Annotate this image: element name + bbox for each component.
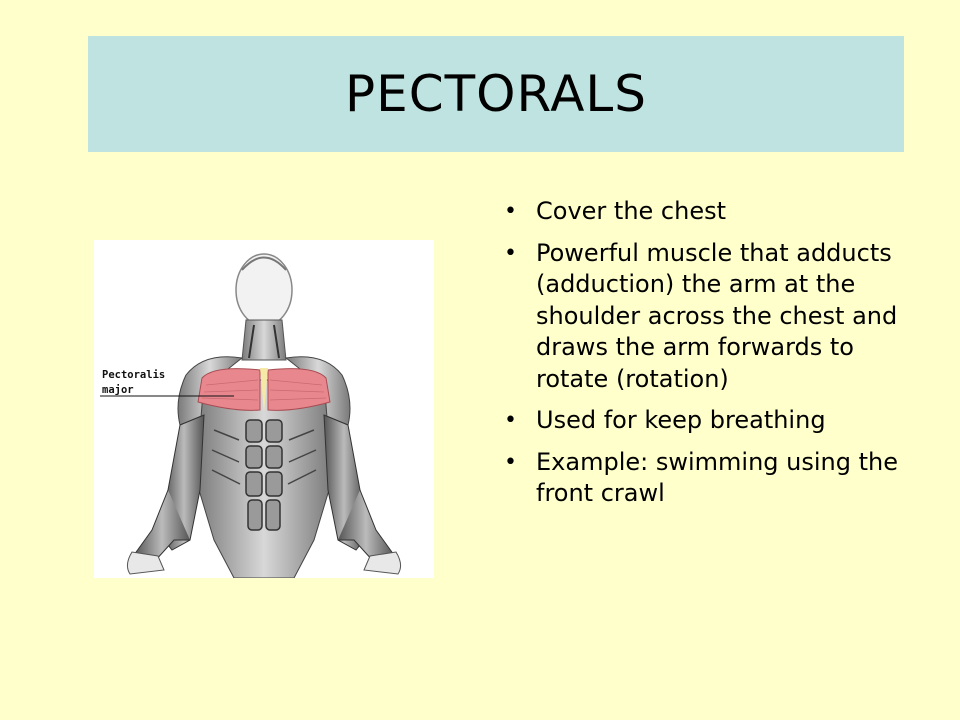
figure-label-line2: major (102, 384, 134, 396)
bullet-dot-icon: • (504, 240, 517, 266)
bullet-list (500, 196, 920, 520)
bullet-item (500, 238, 920, 396)
head-shape (236, 254, 292, 326)
bullet-dot-icon: • (504, 199, 517, 224)
bullet-text: Powerful muscle that adducts (adduction) the arm at the shoulder across the chest and draws the arm forwards to rotate (rotation) (536, 238, 898, 393)
pectoralis-major-left (198, 369, 260, 411)
bullet-item (500, 447, 920, 510)
anatomy-illustration (94, 240, 434, 578)
slide-title: PECTORALS (344, 65, 648, 123)
bullet-dot-icon: • (504, 449, 517, 475)
bullet-item (500, 196, 920, 228)
bullet-dot-icon: • (504, 408, 517, 433)
figure-label-line1: Pectoralis (102, 369, 166, 381)
pectoralis-major-right (268, 369, 330, 411)
title-bar (88, 36, 904, 152)
bullet-text: Example: swimming using the front crawl (536, 447, 898, 507)
anatomy-figure (94, 240, 434, 578)
bullet-item (500, 405, 920, 437)
bullet-text: Used for keep breathing (536, 406, 826, 434)
bullet-text: Cover the chest (536, 197, 727, 225)
